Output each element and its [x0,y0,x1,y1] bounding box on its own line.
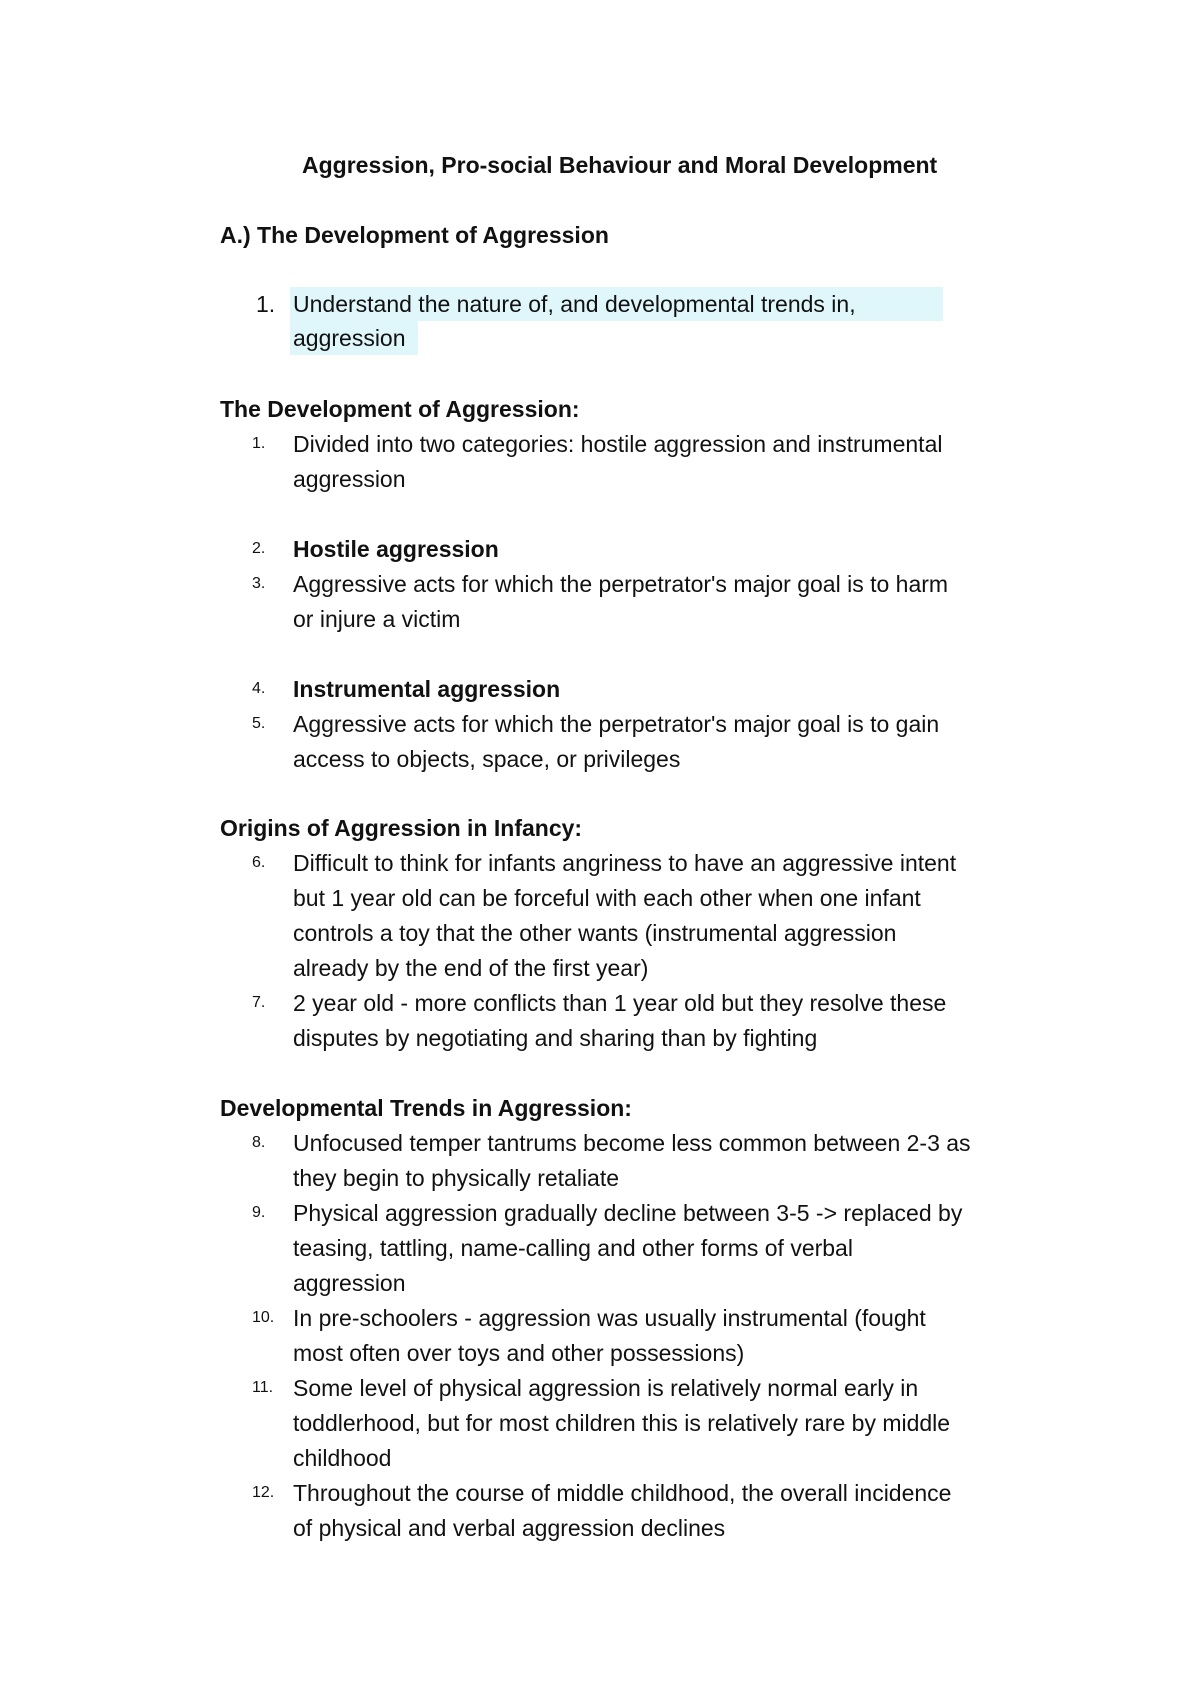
list-item-number: 1. [252,435,266,452]
list-item-line: Throughout the course of middle childhood, the overall incidence [293,1480,952,1506]
section-heading: The Development of Aggression: [220,396,580,422]
list-item-line: Difficult to think for infants angriness to have an aggressive intent [293,850,957,876]
objective-number: 1. [256,291,276,317]
list-item-number: 9. [252,1204,266,1221]
list-item-line: aggression [293,1270,406,1296]
objective-line: aggression [293,325,406,351]
list-item-number: 7. [252,994,266,1011]
list-item-line: toddlerhood, but for most children this is relatively rare by middle [293,1410,951,1436]
list-item-line: Aggressive acts for which the perpetrator's major goal is to gain [293,711,940,737]
list-item-number: 6. [252,854,266,871]
list-item-number: 12. [252,1484,275,1501]
list-item-number: 11. [252,1379,274,1396]
list-item-line: Hostile aggression [293,536,499,562]
list-item-line: Aggressive acts for which the perpetrator's major goal is to harm [293,571,949,597]
list-item-line: they begin to physically retaliate [293,1165,620,1191]
list-item-line: 2 year old - more conflicts than 1 year old but they resolve these [293,990,947,1016]
list-item-line: already by the end of the first year) [293,955,649,981]
list-item-line: controls a toy that the other wants (instrumental aggression [293,920,897,946]
list-item-number: 3. [252,575,266,592]
list-item-line: In pre-schoolers - aggression was usually instrumental (fought [293,1305,926,1331]
list-item-line: or injure a victim [293,606,461,632]
document-title: Aggression, Pro-social Behaviour and Moral Development [302,152,938,178]
list-item-line: Unfocused temper tantrums become less common between 2-3 as [293,1130,971,1156]
list-item-line: access to objects, space, or privileges [293,746,681,772]
list-item-line: but 1 year old can be forceful with each other when one infant [293,885,921,911]
section-heading: Developmental Trends in Aggression: [220,1095,632,1121]
list-item-line: teasing, tattling, name-calling and other forms of verbal [293,1235,853,1261]
list-item-line: childhood [293,1445,392,1471]
list-item-line: of physical and verbal aggression declines [293,1515,726,1541]
list-item-line: Instrumental aggression [293,676,561,702]
section-heading: A.) The Development of Aggression [220,222,609,248]
list-item-line: Divided into two categories: hostile aggression and instrumental [293,431,943,457]
section-heading: Origins of Aggression in Infancy: [220,815,583,841]
list-item-line: Some level of physical aggression is relatively normal early in [293,1375,919,1401]
list-item-number: 10. [252,1309,275,1326]
list-item-number: 2. [252,540,266,557]
list-item-line: Physical aggression gradually decline between 3-5 -> replaced by [293,1200,963,1226]
list-item-number: 4. [252,680,266,697]
list-item-line: most often over toys and other possessions) [293,1340,745,1366]
list-item-number: 8. [252,1134,266,1151]
list-item-line: disputes by negotiating and sharing than by fighting [293,1025,818,1051]
objective-line: Understand the nature of, and developmental trends in, [293,291,856,317]
list-item-line: aggression [293,466,406,492]
list-item-number: 5. [252,715,266,732]
